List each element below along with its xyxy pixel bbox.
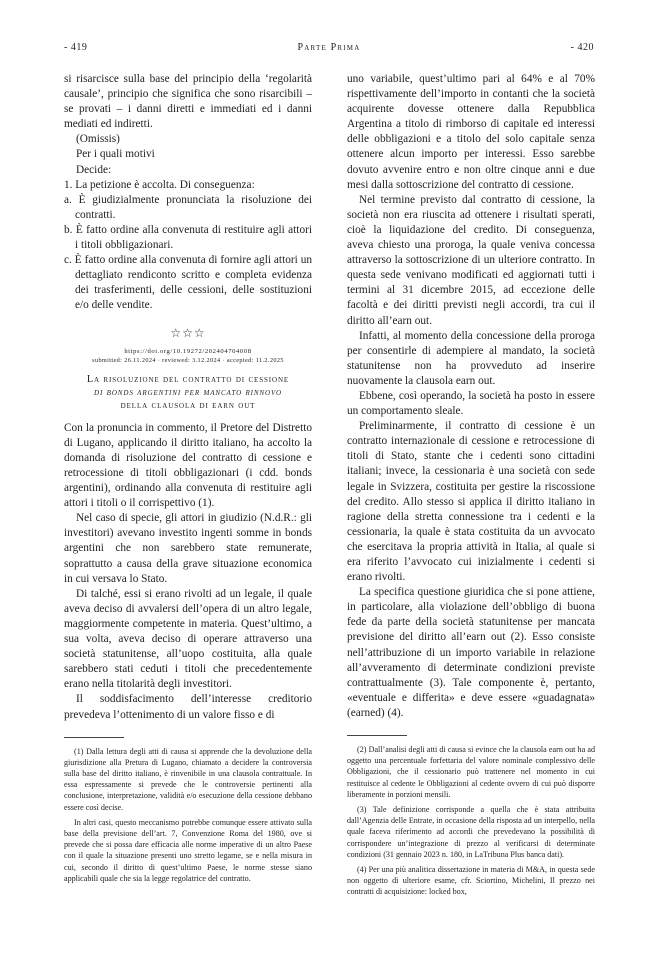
footnote-divider <box>347 735 407 736</box>
paragraph: Con la pronuncia in commento, il Pretore del Distretto di Lugano, applicando il diritto italiano, ha accolto la domanda di risoluzione del contratto di cessione e retrocessione di titoli obbligazionari (i cdd. bonds argentini), ordinando alla convenuta di restituire agli attori i titoli o il corrispettivo (1). <box>64 421 312 510</box>
paragraph: uno variabile, quest’ultimo pari al 64% e al 70% rispettivamente dell’importo in contanti che la società acquirente dovesse ottenere dalla Repubblica Argentina a titolo di rimborso di capitale ed interessi delle obbligazioni e a titolo del solo capitale senza ottenere alcun importo per interessi. Esso sarebbe dovuto avvenire entro e non oltre cinque anni e due mesi dalla sottoscrizione del contratto di cessione. <box>347 73 595 191</box>
decision-list <box>64 178 312 314</box>
page-number-left: - 419 <box>64 42 88 53</box>
article-title <box>64 373 312 413</box>
paragraph: Nel termine previsto dal contratto di cessione, la società non era riuscita ad ottenere i risultati sperati, cioè la liquidazione del credito. Di conseguenza, aveva chiesto una proroga, la quale veniva concessa attraverso la sottoscrizione di un ulteriore contratto. In questa sede venivano modificati ed aggiornati tutti i termini al 31 dicembre 2015, ad eccezione delle facoltà e dei diritti previsti negli accordi, tra cui il diritto all’earn out. <box>347 193 595 327</box>
footnote: (1) Dalla lettura degli atti di causa si apprende che la devoluzione della giurisdizione alla Pretura di Lugano, chiamato a decidere la controversia sulla base del diritto italiano, è rinvenibile in una clausola contrattuale. In essa espressamente si prevede che le controversie pertinenti alla conclusione, interpretazione, validità e/o esecuzione della cessione debbano essere così decise. <box>64 746 312 812</box>
paragraph: Ebbene, così operando, la società ha posto in essere un comportamento sleale. <box>347 389 595 418</box>
footnotes-right <box>347 744 595 898</box>
list-item: 1. La petizione è accolta. Di conseguenza: <box>64 178 255 191</box>
paragraph: Preliminarmente, il contratto di cessione è un contratto internazionale di cessione e retrocessione di titoli di Stato, stante che i cedenti sono cittadini italiani; invece, la cessionaria è una società con sede legale in Svizzera, costituita per gestire la riscossione del credito. Allo stesso si applica il diritto italiano in ragione della stretta connessione tra i cedenti e la cessionaria, la quale è stata costituita da un avvocato che esercitava la propria attività in Italia, al quale si era riferito l’avvocato cui inizialmente i cedenti si erano rivolti. <box>347 420 595 584</box>
paragraph: Infatti, al momento della concessione della proroga per consentirle di adempiere al mandato, la società statunitense non ha provveduto ad inserire nuovamente la clausola earn out. <box>347 329 595 387</box>
list-item: c. È fatto ordine alla convenuta di fornire agli attori un dettagliato rendiconto scritto e completa evidenza dei trasferimenti, delle cessioni, delle sostituzioni e/o delle vendite. <box>64 254 312 312</box>
right-column <box>347 72 595 902</box>
section-separator-stars: ☆☆☆ <box>170 325 206 340</box>
footnote: (2) Dall’analisi degli atti di causa si evince che la clausola earn out ha ad oggetto una percentuale forfettaria del valore nominale complessivo delle Obbligazioni, che il cessionario può trattenere nel momento in cui restituisce al cedente le Obbligazioni al cedente ovvero di cui può disporre liberamente in porzioni mensili. <box>347 745 595 799</box>
paragraph: Nel caso di specie, gli attori in giudizio (N.d.R.: gli investitori) avevano investito ingenti somme in bonds argentini che non sarebbero state remunerate, soprattutto a causa della grave situazione economica in cui versava lo Stato. <box>64 512 312 585</box>
commentary-text-continued <box>347 72 595 721</box>
doi-link[interactable]: https://doi.org/10.19272/202404704008 <box>124 347 252 355</box>
judgment-text <box>64 72 312 178</box>
omissis: (Omissis) <box>76 133 120 146</box>
decide-line: Decide: <box>76 163 112 176</box>
footnotes-left <box>64 746 312 884</box>
footnote: In altri casi, questo meccanismo potrebbe comunque essere attivato sulla base della previsione dell’art. 7, Convenzione Roma del 1980, ove si prevede che si possa dare efficacia alle norme imperative di un altro Paese con il quale la situazione presenti uno stretto legame, se e nella misura in cui, secondo il diritto di quest’ultimo Paese, le norme stesse siano applicabili quale che sia la legge regolatrice del contratto. <box>64 817 312 883</box>
left-column <box>64 72 312 888</box>
list-item: b. È fatto ordine alla convenuta di restituire agli attori i titoli obbligazionari. <box>64 223 312 252</box>
page-header <box>64 42 594 58</box>
article-title-line: di bonds argentini per mancato rinnovo <box>94 386 282 398</box>
paragraph: si risarcisce sulla base del principio della ‘regolarità causale’, principio che significa che sono risarcibili – se provati – i danni diretti e immediati ed i danni mediati ed indiretti. <box>64 73 312 131</box>
motivi-line: Per i quali motivi <box>76 148 155 161</box>
article-title-line: La risoluzione del contratto di cessione <box>86 373 290 385</box>
submission-dates: submitted: 26.11.2024 · reviewed: 3.12.2024 · accepted: 11.2.2025 <box>92 356 284 364</box>
page-number-right: - 420 <box>570 42 594 53</box>
article-title-line: della clausola di earn out <box>120 400 256 412</box>
paragraph: Di talché, essi si erano rivolti ad un legale, il quale aveva deciso di avvalersi dell’opera di un altro legale, maggiormente competente in materia. Quest’ultimo, a sua volta, aveva deciso di operare attraverso una società statunitense, all’uopo costituita, alla quale sarebbero stati ceduti i titoli che precedentemente erano nella titolarità degli investitori. <box>64 587 312 691</box>
commentary-text <box>64 421 312 723</box>
running-head: Parte Prima <box>297 42 361 53</box>
paragraph: Il soddisfacimento dell’interesse creditorio prevedeva l’ottenimento di un valore fisso e di <box>64 693 312 721</box>
list-item: a. È giudizialmente pronunciata la risoluzione dei contratti. <box>64 193 312 221</box>
footnote: (4) Per una più analitica dissertazione in materia di M&A, in questa sede non oggetto di ulteriore esame, cfr. Sciortino, Michelini, Il prezzo nei contratti di acquisizione: locked box, <box>347 865 595 897</box>
footnote: (3) Tale definizione corrisponde a quella che è stata attribuita dall’Agenzia delle Entrate, in occasione della risposta ad un interpello, nella quale faceva riferimento ad accordi che prevedevano la possibilità di corrispondere un’integrazione di prezzo al verificarsi di determinate condizioni (31 gennaio 2023 n. 180, in LaTribuna Plus banca dati). <box>347 805 595 859</box>
paragraph: La specifica questione giuridica che si pone attiene, in particolare, alla violazione dell’obbligo di buona fede da parte della società statunitense per mancata previsione del diritto all’earn out (2). Esso consiste nell’attribuzione di un importo variabile in relazione all’avveramento di determinate condizioni previste contrattualmente (3). Tale componente è, pertanto, «eventuale e differita» e deve essere «guadagnata» (earned) (4). <box>347 586 595 719</box>
footnote-divider <box>64 737 124 738</box>
